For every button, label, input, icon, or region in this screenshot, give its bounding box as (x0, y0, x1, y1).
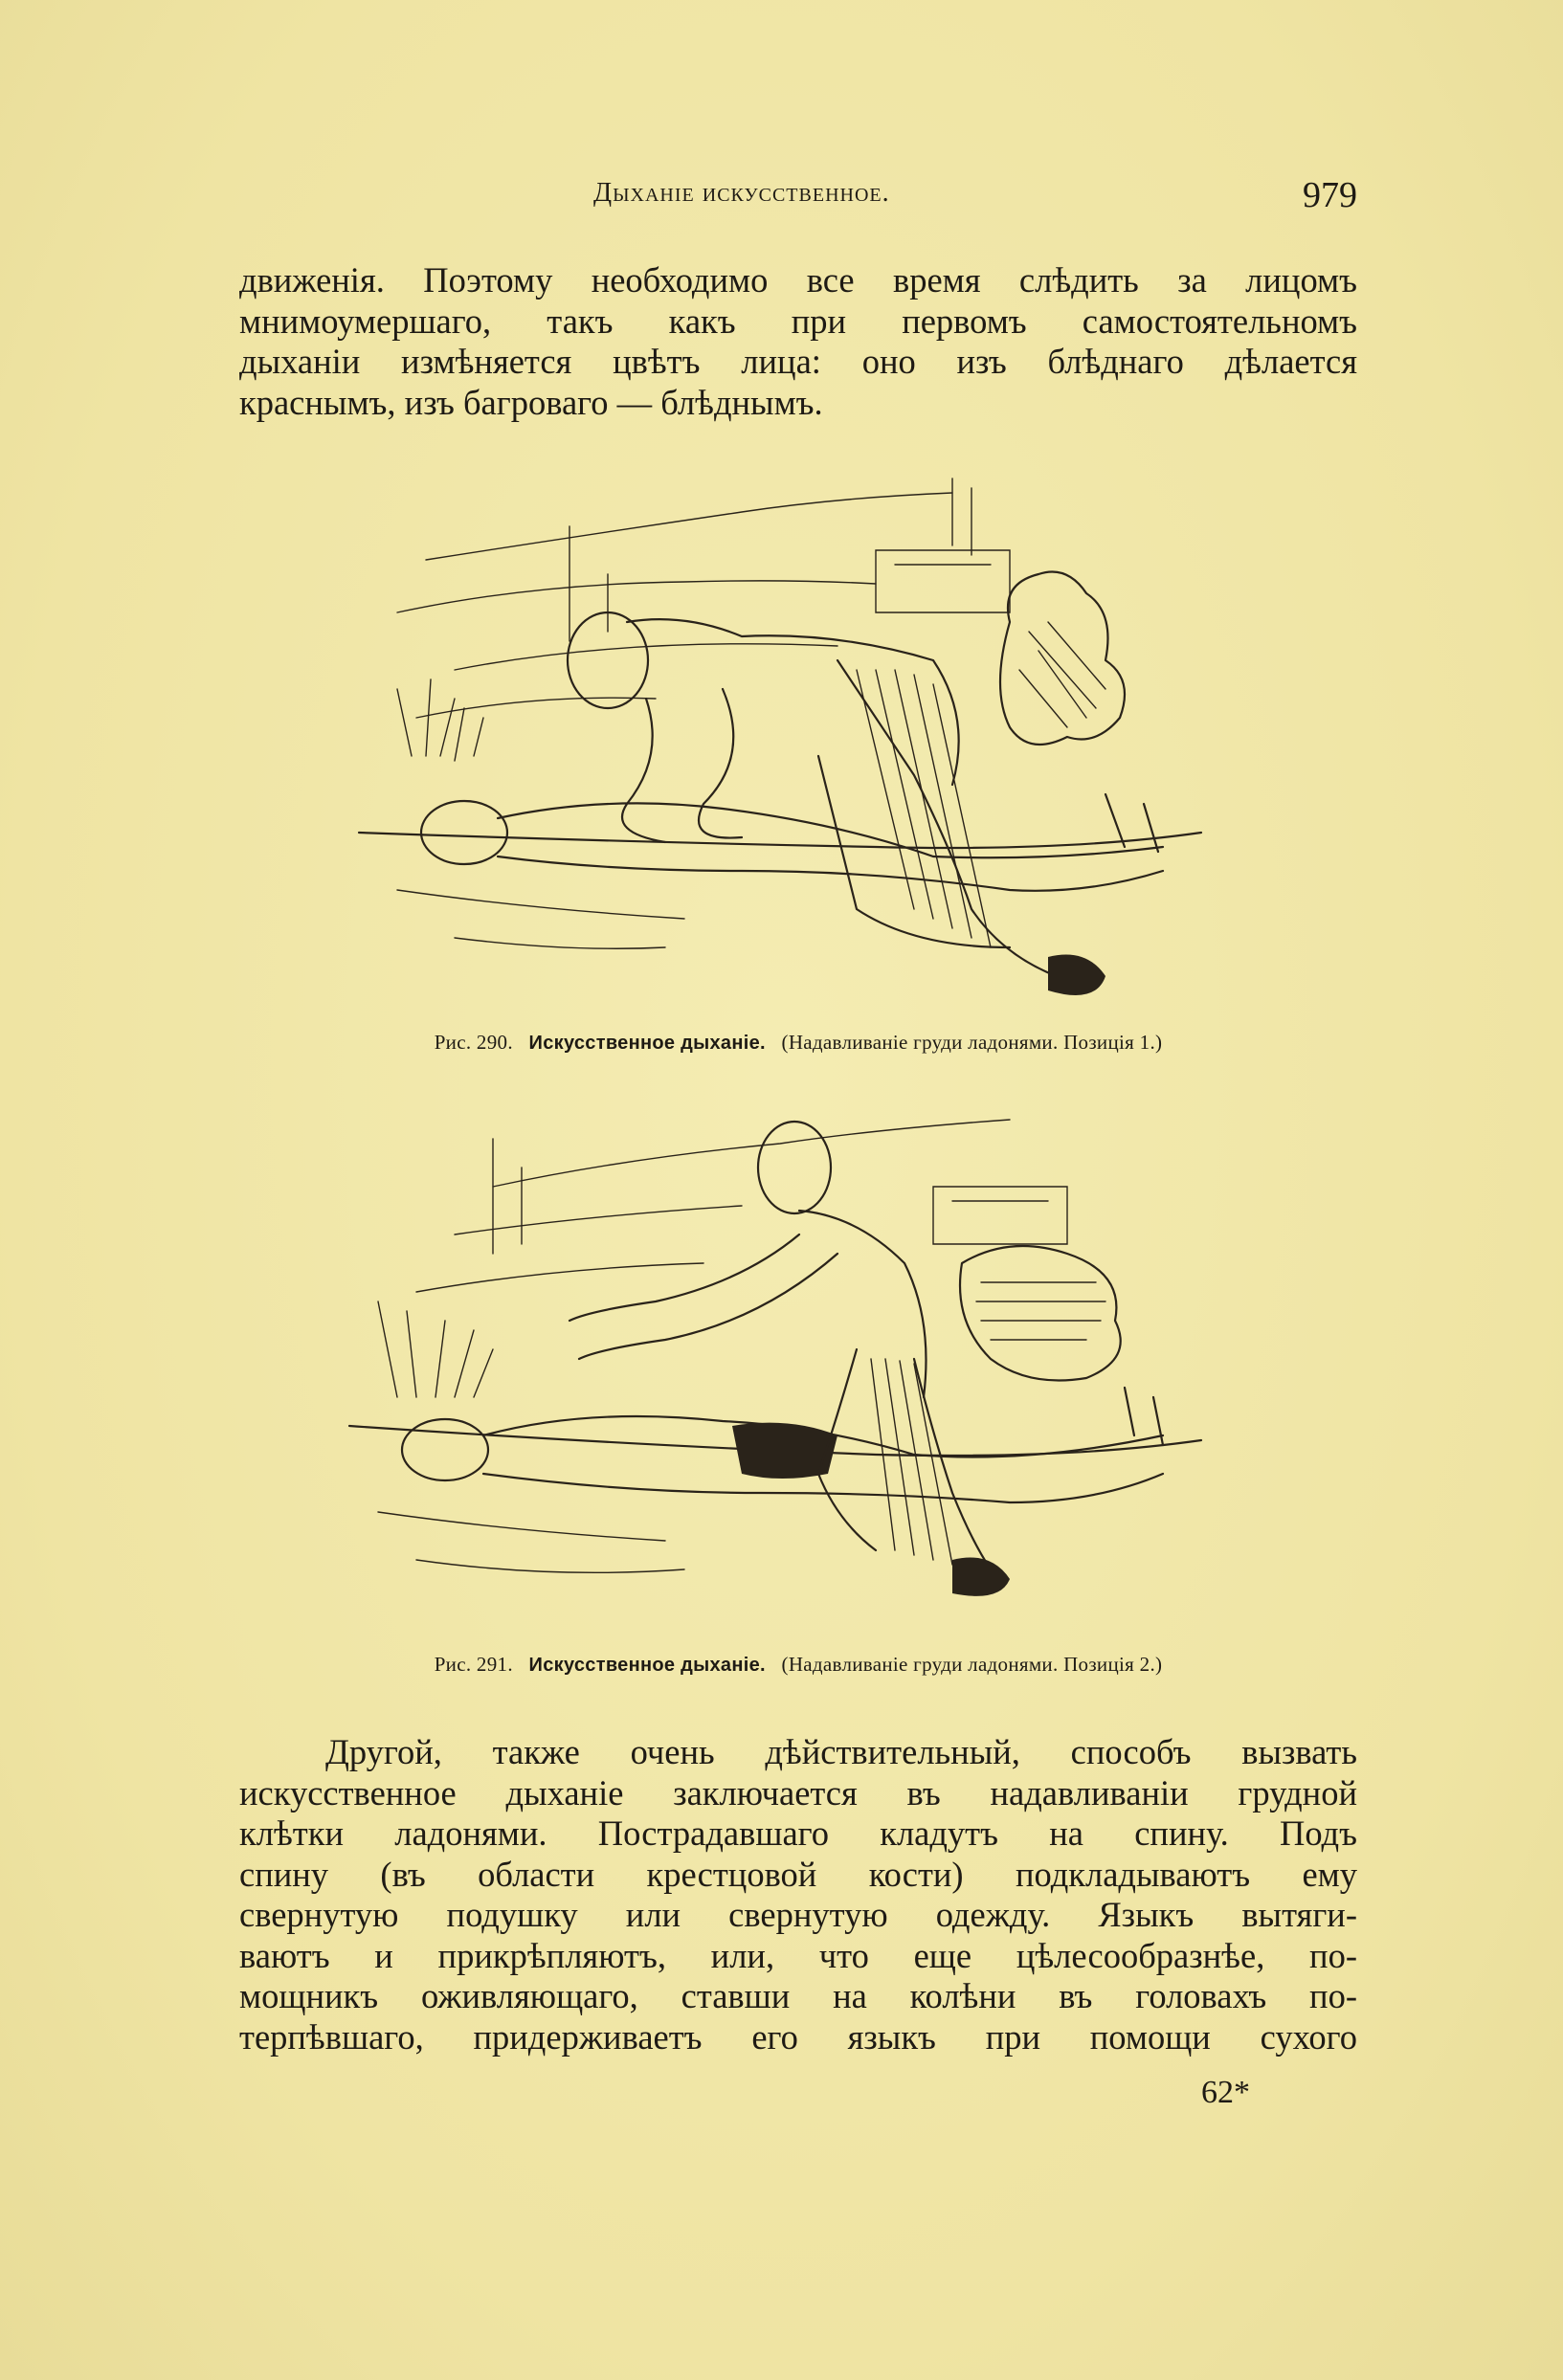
figure-291-illustration (340, 1110, 1259, 1608)
page-header (239, 174, 1357, 216)
figure-290-caption (239, 1031, 1357, 1055)
paragraph-method (239, 1732, 1357, 2057)
figure-note: (Надавливаніе груди ладонями. Позиція 1.) (781, 1031, 1163, 1054)
figure-label: Рис. 291. (434, 1653, 513, 1676)
text-line: терпѣвшаго, придерживаетъ его языкъ при помощи сухого (239, 2016, 1357, 2057)
text-line: клѣтки ладонями. Пострадавшаго кладутъ на спину. Подъ (239, 1813, 1357, 1853)
figure-note: (Надавливаніе груди ладонями. Позиція 2.) (781, 1653, 1163, 1676)
figure-290-illustration (340, 469, 1259, 1024)
text-line: Другой, также очень дѣйствительный, способъ вызвать (325, 1732, 1357, 1771)
figure-title: Искусственное дыханіе. (528, 1033, 766, 1054)
running-head: Дыханіе искусственное. (593, 178, 890, 208)
page-number: 979 (1303, 175, 1357, 215)
paragraph-continued (239, 260, 1357, 423)
text-line: дыханіи измѣняется цвѣтъ лица: оно изъ блѣднаго дѣлается (239, 342, 1357, 381)
figure-label: Рис. 290. (434, 1031, 513, 1054)
signature-mark: 62* (1201, 2075, 1250, 2110)
text-line: спину (въ области крестцовой кости) подкладываютъ ему (239, 1854, 1357, 1894)
text-line: мнимоумершаго, такъ какъ при первомъ самостоятельномъ (239, 300, 1357, 341)
text-line: движенія. Поэтому необходимо все время слѣдить за лицомъ (239, 260, 1357, 300)
text-line: искусственное дыханіе заключается въ надавливаніи грудной (239, 1772, 1357, 1813)
figure-291-caption (239, 1653, 1357, 1677)
figure-title: Искусственное дыханіе. (528, 1655, 766, 1676)
text-line: краснымъ, изъ багроваго — блѣднымъ. (239, 382, 823, 422)
text-line: свернутую подушку или свернутую одежду. Языкъ вытяги- (239, 1895, 1357, 1934)
text-line: мощникъ оживляющаго, ставши на колѣни въ головахъ по- (239, 1976, 1357, 2015)
text-line: ваютъ и прикрѣпляютъ, или, что еще цѣлесообразнѣе, по- (239, 1935, 1357, 1975)
